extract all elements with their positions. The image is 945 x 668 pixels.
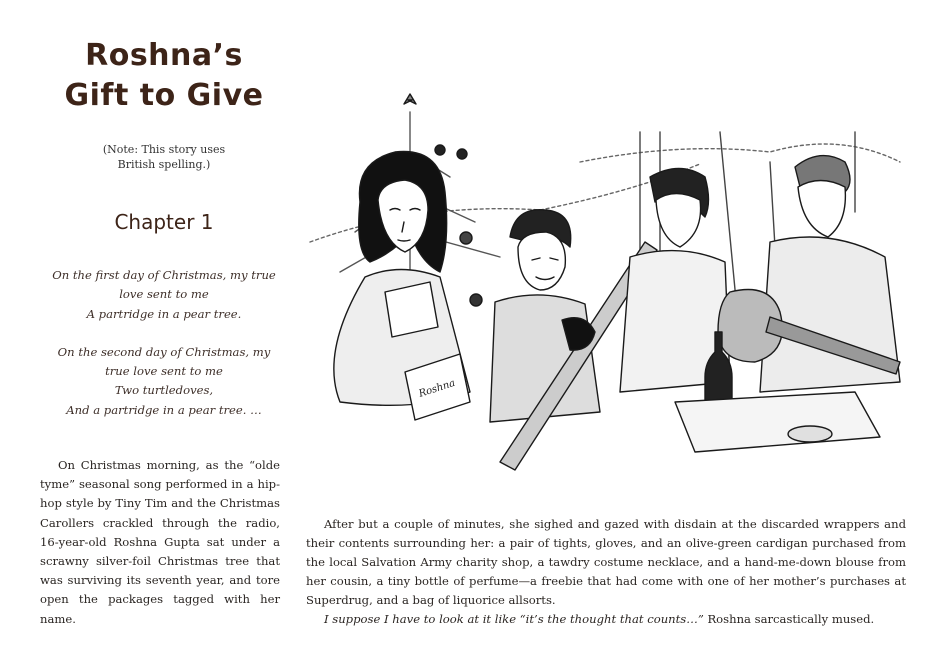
boy-face bbox=[518, 232, 565, 290]
tinsel-garland bbox=[580, 144, 900, 162]
gift-tag-text: Roshna bbox=[417, 377, 457, 400]
note-line-2: British spelling.) bbox=[117, 158, 211, 171]
spelling-note bbox=[60, 142, 268, 172]
bauble bbox=[457, 149, 467, 159]
thought-italic: I suppose I have to look at it like “it’s the thought that counts…” bbox=[324, 612, 704, 626]
body-paragraph-left: On Christmas morning, as the “olde tyme” seasonal song performed in a hip-hop style by Tiny Tim and the Christmas Carollers crackled through the radio, 16-year-old Roshna Gupta sat under a scrawny silver-foil Christmas tree that was surviving its seventh year, and tore open the packages tagged with her name. bbox=[40, 458, 280, 626]
thought-rest: Roshna sarcastically mused. bbox=[703, 612, 875, 626]
verse-line: On the second day of Christmas, my bbox=[57, 344, 271, 359]
verse-line: A partridge in a pear tree. bbox=[86, 306, 242, 321]
christmas-illustration bbox=[300, 92, 910, 480]
body-paragraph-2 bbox=[306, 610, 906, 629]
title-line-1: Roshna’s bbox=[85, 38, 243, 73]
story-title bbox=[40, 36, 288, 116]
chapter-heading: Chapter 1 bbox=[114, 210, 214, 234]
body-text-right bbox=[306, 515, 906, 629]
verse-line: And a partridge in a pear tree. … bbox=[66, 402, 262, 417]
table bbox=[675, 392, 880, 452]
tree-star bbox=[404, 94, 416, 104]
verse-line: Two turtledoves, bbox=[114, 383, 214, 398]
bauble bbox=[460, 232, 472, 244]
plate bbox=[788, 426, 832, 442]
verse-line: On the first day of Christmas, my true bbox=[52, 268, 276, 282]
man-face bbox=[798, 181, 845, 238]
verse-line: love sent to me bbox=[119, 287, 209, 302]
woman-face bbox=[656, 194, 701, 248]
title-line-2: Gift to Give bbox=[64, 78, 264, 113]
carol-verse bbox=[40, 266, 288, 420]
verse-line: true love sent to me bbox=[105, 364, 223, 379]
bauble bbox=[435, 145, 445, 155]
note-line-1: (Note: This story uses bbox=[102, 143, 226, 156]
gift-tag bbox=[385, 282, 438, 337]
bauble bbox=[470, 294, 482, 306]
body-paragraph-1: After but a couple of minutes, she sighed and gazed with disdain at the discarded wrappers and their contents surrounding her: a pair of tights, gloves, and an olive-green cardigan purchased from the local Salvation Army charity shop, a tawdry costume necklace, and a hand-me-down blouse from her cousin, a tiny bottle of perfume—a freebie that had come with one of her mother’s purchases at Superdrug, and a bag of liquorice allsorts. bbox=[306, 517, 906, 607]
